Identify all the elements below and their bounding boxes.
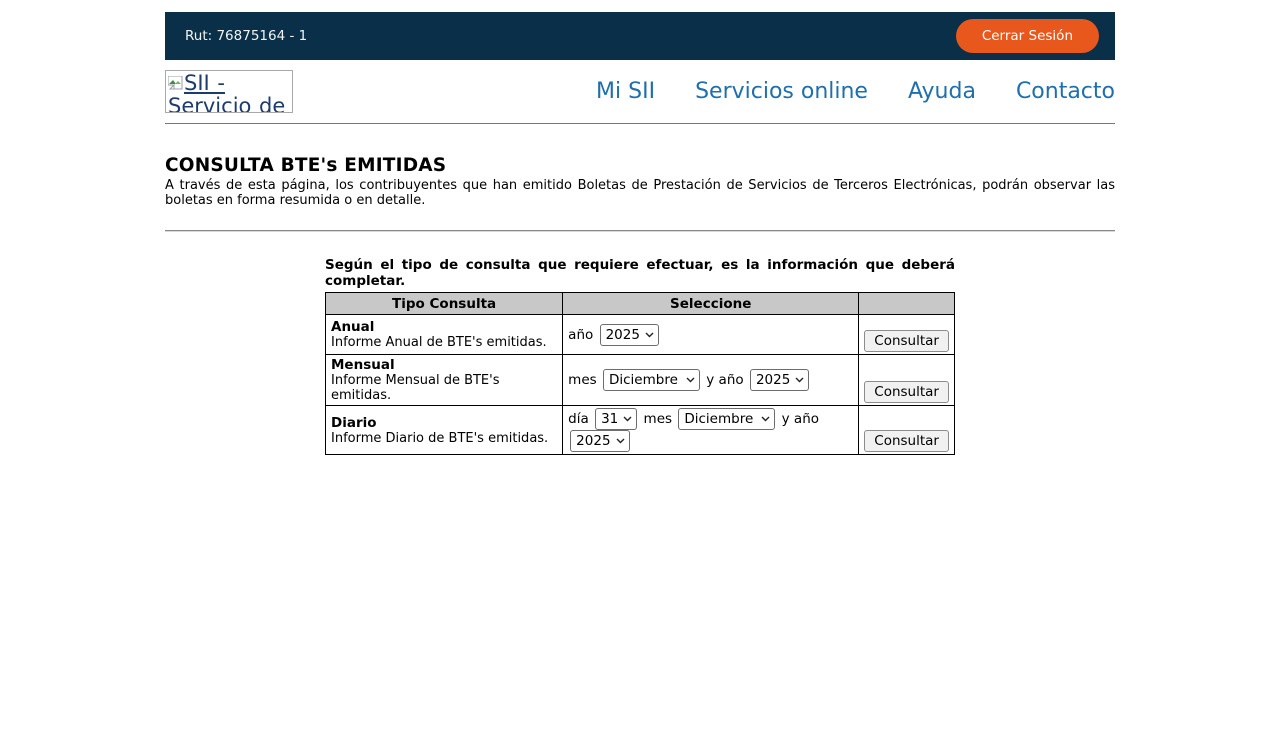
nav-item-ayuda[interactable]: Ayuda xyxy=(907,79,976,104)
chevron-down-icon xyxy=(645,332,654,338)
mensual-year-select[interactable]: 2025 xyxy=(750,369,809,391)
nav-item-contacto[interactable]: Contacto xyxy=(1015,79,1115,104)
header-tipo-consulta: Tipo Consulta xyxy=(326,293,563,315)
sii-logo-broken-image[interactable] xyxy=(165,70,293,113)
chevron-down-icon xyxy=(686,377,695,383)
anual-tipo-cell xyxy=(326,315,563,355)
mensual-button-cell xyxy=(859,355,955,406)
chevron-down-icon xyxy=(623,416,632,422)
site-header xyxy=(165,60,1115,124)
mensual-month-select[interactable]: Diciembre xyxy=(603,369,700,391)
diario-tipo-cell xyxy=(326,406,563,455)
row-type-description: Informe Mensual de BTE's emitidas. xyxy=(331,373,500,403)
year-label: y año xyxy=(781,411,820,427)
page-container xyxy=(165,12,1115,455)
anual-select-cell xyxy=(563,315,859,355)
diario-button-cell xyxy=(859,406,955,455)
chevron-down-icon xyxy=(761,416,770,422)
logout-button[interactable]: Cerrar Sesión xyxy=(956,19,1099,53)
broken-image-icon xyxy=(168,76,183,90)
year-label: año xyxy=(568,326,594,343)
table-row-anual xyxy=(326,315,955,355)
anual-year-select[interactable]: 2025 xyxy=(600,324,659,346)
session-topbar xyxy=(165,12,1115,60)
page-description: A través de esta página, los contribuyentes que han emitido Boletas de Prestación de Servicios de Terceros Electrónicas, podrán observar las boletas en forma resumida o en detalle. xyxy=(165,178,1115,208)
main-nav xyxy=(596,79,1115,104)
nav-item-mi-sii[interactable]: Mi SII xyxy=(596,79,656,104)
diario-day-select[interactable]: 31 xyxy=(595,408,637,430)
mensual-tipo-cell xyxy=(326,355,563,406)
nav-item-servicios-online[interactable]: Servicios online xyxy=(695,79,868,104)
diario-select-cell xyxy=(563,406,859,455)
logo-alt-text: SII - Servicio de xyxy=(168,71,286,113)
section-divider xyxy=(165,230,1115,232)
anual-button-cell xyxy=(859,315,955,355)
diario-year-select[interactable]: 2025 xyxy=(570,430,629,452)
table-row-mensual xyxy=(326,355,955,406)
year-label: y año xyxy=(706,372,744,388)
consultar-diario-button[interactable]: Consultar xyxy=(864,430,949,452)
row-type-label: Mensual xyxy=(331,357,395,373)
chevron-down-icon xyxy=(616,438,625,444)
instruction-text: Según el tipo de consulta que requiere efectuar, es la información que deberá completar. xyxy=(325,257,955,289)
row-type-description: Informe Anual de BTE's emitidas. xyxy=(331,335,547,350)
table-row-diario xyxy=(326,406,955,455)
table-header-row xyxy=(326,293,955,315)
mensual-select-cell xyxy=(563,355,859,406)
month-label: mes xyxy=(568,372,597,388)
chevron-down-icon xyxy=(795,377,804,383)
header-empty xyxy=(859,293,955,315)
month-label: mes xyxy=(643,411,673,427)
rut-label: Rut: 76875164 - 1 xyxy=(185,28,308,44)
consultar-mensual-button[interactable]: Consultar xyxy=(864,381,949,403)
diario-month-select[interactable]: Diciembre xyxy=(678,408,775,430)
header-seleccione: Seleccione xyxy=(563,293,859,315)
row-type-description: Informe Diario de BTE's emitidas. xyxy=(331,430,549,446)
row-type-label: Diario xyxy=(331,414,377,431)
consultar-anual-button[interactable]: Consultar xyxy=(864,330,949,352)
page-title: CONSULTA BTE's EMITIDAS xyxy=(165,155,447,176)
day-label: día xyxy=(568,411,589,427)
row-type-label: Anual xyxy=(331,319,375,335)
consulta-table xyxy=(325,292,955,455)
